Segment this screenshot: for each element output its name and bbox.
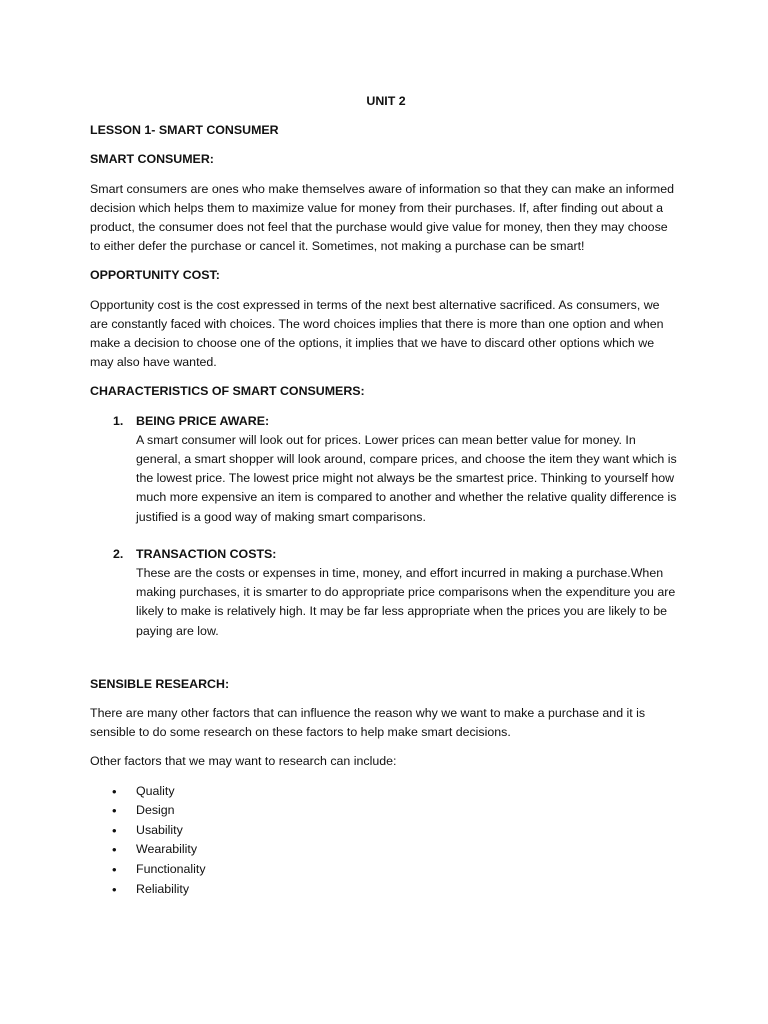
bullet-icon: • bbox=[112, 783, 117, 799]
list-item bbox=[90, 840, 678, 860]
list-item bbox=[90, 860, 678, 880]
opportunity-cost-heading: OPPORTUNITY COST: bbox=[90, 268, 220, 283]
factor-label: Wearability bbox=[136, 842, 198, 857]
list-item bbox=[90, 821, 678, 841]
factor-label: Usability bbox=[136, 822, 183, 837]
factor-label: Quality bbox=[136, 783, 175, 798]
bullet-icon: • bbox=[112, 822, 117, 838]
list-item-number: 1. bbox=[113, 413, 124, 428]
sensible-research-paragraph: There are many other factors that can influence the reason why we want to make a purchase and it is sensible to do some research on these factors to help make smart decisions. bbox=[90, 706, 646, 740]
list-item bbox=[90, 801, 678, 821]
factor-label: Design bbox=[136, 803, 175, 818]
list-item-title: BEING PRICE AWARE: bbox=[136, 413, 270, 428]
list-item-text: A smart consumer will look out for prices. Lower prices can mean better value for money. In general, a smart shopper will look around, compare prices, and choose the item they want which is the lowest price. The lowest price might not always be the smartest price. Thinking to yourself how much more expensive an item is compared to another and whether the relative quality difference is justified is a good way of making smart comparisons. bbox=[136, 432, 677, 524]
sensible-research-heading: SENSIBLE RESEARCH: bbox=[90, 676, 230, 691]
unit-title: UNIT 2 bbox=[366, 94, 406, 108]
factor-label: Functionality bbox=[136, 862, 206, 877]
document-body bbox=[90, 92, 678, 899]
list-item bbox=[90, 545, 678, 641]
factors-list bbox=[90, 782, 678, 900]
characteristics-heading: CHARACTERISTICS OF SMART CONSUMERS: bbox=[90, 384, 365, 399]
smart-consumer-paragraph: Smart consumers are ones who make themselves aware of information so that they can make an informed decision which helps them to maximize value for money from their purchases. If, after finding out about a product, the consumer does not feel that the purchase would give value for money, then they may choose to either defer the purchase or cancel it. Sometimes, not making a purchase can be smart! bbox=[90, 181, 675, 254]
characteristics-list bbox=[90, 412, 678, 641]
bullet-icon: • bbox=[112, 803, 117, 819]
list-item bbox=[90, 880, 678, 900]
factors-intro: Other factors that we may want to research can include: bbox=[90, 754, 397, 769]
smart-consumer-heading: SMART CONSUMER: bbox=[90, 152, 214, 167]
list-item-number: 2. bbox=[113, 546, 124, 561]
bullet-icon: • bbox=[112, 881, 117, 897]
section-spacer bbox=[90, 659, 678, 675]
bullet-icon: • bbox=[112, 842, 117, 858]
opportunity-cost-paragraph: Opportunity cost is the cost expressed in terms of the next best alternative sacrificed. As consumers, we are constantly faced with choices. The word choices implies that there is more than one option and when make a decision to choose one of the options, it implies that we have to discard other options which we may also have wanted. bbox=[90, 297, 664, 370]
bullet-icon: • bbox=[112, 862, 117, 878]
list-item bbox=[90, 782, 678, 802]
list-item-title: TRANSACTION COSTS: bbox=[136, 546, 277, 561]
list-item-text: These are the costs or expenses in time, money, and effort incurred in making a purchase.When making purchases, it is smarter to do appropriate price comparisons when the expenditure you are likely to make is relatively high. It may be far less appropriate when the prices you are likely to be paying are low. bbox=[136, 566, 676, 638]
lesson-title: LESSON 1- SMART CONSUMER bbox=[90, 123, 279, 138]
list-item bbox=[90, 412, 678, 527]
factor-label: Reliability bbox=[136, 881, 190, 896]
